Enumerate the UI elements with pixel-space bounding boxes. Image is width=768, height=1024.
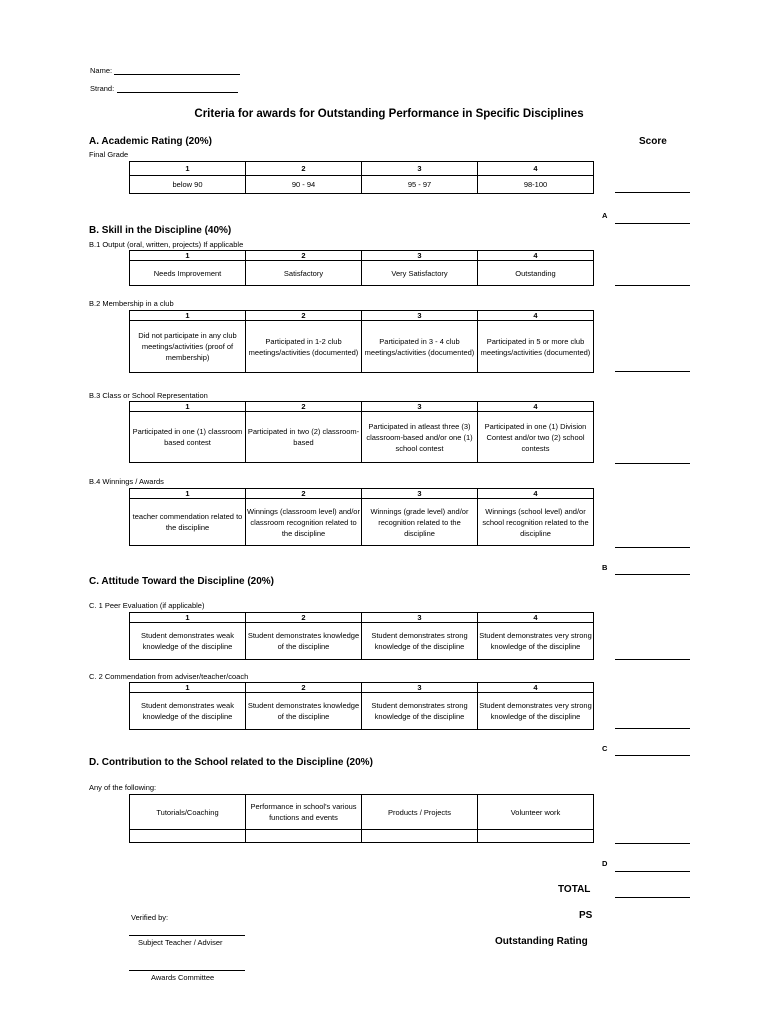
name-label: Name: (90, 66, 113, 75)
level-header: 2 (246, 402, 362, 412)
level-header: 1 (130, 613, 246, 623)
score-line-c1[interactable] (615, 659, 690, 660)
outstanding-rating-label: Outstanding Rating (495, 936, 588, 947)
criteria-cell: Did not participate in any club meetings/activities (proof of membership) (130, 321, 246, 373)
level-header: 3 (362, 683, 478, 693)
score-line-b3[interactable] (615, 463, 690, 464)
table-b3 (129, 401, 594, 463)
score-letter-a: A (602, 211, 608, 220)
table-b4 (129, 488, 594, 546)
score-line-c[interactable] (615, 755, 690, 756)
blank-cell[interactable] (362, 830, 478, 843)
level-header: 2 (246, 162, 362, 176)
level-header: 2 (246, 251, 362, 261)
criteria-cell: teacher commendation related to the discipline (130, 499, 246, 546)
level-header: 1 (130, 489, 246, 499)
level-header: 3 (362, 489, 478, 499)
criteria-cell: Satisfactory (246, 261, 362, 286)
criteria-cell: 95 - 97 (362, 176, 478, 194)
score-line-d-items[interactable] (615, 843, 690, 844)
score-letter-d: D (602, 859, 608, 868)
criteria-cell: Student demonstrates weak knowledge of the discipline (130, 693, 246, 730)
section-a-sub: Final Grade (89, 150, 129, 159)
ps-label: PS (579, 910, 593, 921)
adviser-label: Subject Teacher / Adviser (138, 938, 223, 947)
c2-label: C. 2 Commendation from adviser/teacher/coach (89, 672, 249, 681)
level-header: 1 (130, 251, 246, 261)
level-header: 1 (130, 683, 246, 693)
criteria-cell: Student demonstrates strong knowledge of the discipline (362, 693, 478, 730)
criteria-cell: Outstanding (478, 261, 594, 286)
section-a-title: A. Academic Rating (20%) (89, 136, 212, 147)
table-b2 (129, 310, 594, 373)
total-label: TOTAL (558, 884, 591, 895)
criteria-cell: Winnings (grade level) and/or recognition related to the discipline (362, 499, 478, 546)
level-header: 4 (478, 613, 594, 623)
criteria-cell: 90 - 94 (246, 176, 362, 194)
blank-cell[interactable] (478, 830, 594, 843)
section-d-title: D. Contribution to the School related to the Discipline (20%) (89, 757, 373, 768)
score-line-a[interactable] (615, 223, 690, 224)
page-title: Criteria for awards for Outstanding Performance in Specific Disciplines (194, 108, 584, 120)
criteria-cell: Performance in school's various functions and events (246, 795, 362, 830)
level-header: 4 (478, 311, 594, 321)
c1-label: C. 1 Peer Evaluation (if applicable) (89, 601, 205, 610)
level-header: 3 (362, 162, 478, 176)
score-line-b[interactable] (615, 574, 690, 575)
table-b1 (129, 250, 594, 286)
level-header: 3 (362, 402, 478, 412)
criteria-cell: Participated in atleast three (3) classroom-based and/or one (1) school contest (362, 412, 478, 463)
level-header: 4 (478, 489, 594, 499)
strand-field[interactable] (117, 92, 238, 93)
blank-cell[interactable] (246, 830, 362, 843)
criteria-cell: Tutorials/Coaching (130, 795, 246, 830)
table-c1 (129, 612, 594, 660)
table-d (129, 794, 594, 843)
score-line-c2[interactable] (615, 728, 690, 729)
level-header: 4 (478, 683, 594, 693)
criteria-cell: Volunteer work (478, 795, 594, 830)
score-letter-c: C (602, 744, 608, 753)
level-header: 3 (362, 251, 478, 261)
criteria-cell: Very Satisfactory (362, 261, 478, 286)
b2-label: B.2 Membership in a club (89, 299, 174, 308)
b3-label: B.3 Class or School Representation (89, 391, 208, 400)
level-header: 4 (478, 402, 594, 412)
score-line-d[interactable] (615, 871, 690, 872)
blank-cell[interactable] (130, 830, 246, 843)
criteria-cell: Winnings (school level) and/or school recognition related to the discipline (478, 499, 594, 546)
criteria-cell: Participated in 1-2 club meetings/activities (documented) (246, 321, 362, 373)
score-letter-b: B (602, 563, 608, 572)
b4-label: B.4 Winnings / Awards (89, 477, 164, 486)
criteria-cell: Products / Projects (362, 795, 478, 830)
criteria-cell: Participated in one (1) Division Contest and/or two (2) school contests (478, 412, 594, 463)
section-c-title: C. Attitude Toward the Discipline (20%) (89, 576, 275, 587)
criteria-cell: Student demonstrates knowledge of the discipline (246, 693, 362, 730)
section-b-title: B. Skill in the Discipline (40%) (89, 225, 232, 236)
name-field[interactable] (114, 74, 240, 75)
criteria-cell: Student demonstrates very strong knowledge of the discipline (478, 693, 594, 730)
criteria-cell: Participated in 3 - 4 club meetings/activities (documented) (362, 321, 478, 373)
criteria-cell: Participated in two (2) classroom-based (246, 412, 362, 463)
criteria-cell: Student demonstrates very strong knowledge of the discipline (478, 623, 594, 660)
level-header: 2 (246, 683, 362, 693)
table-a (129, 161, 594, 194)
total-field[interactable] (615, 897, 690, 898)
table-c2 (129, 682, 594, 730)
criteria-cell: Participated in 5 or more club meetings/activities (documented) (478, 321, 594, 373)
b1-label: B.1 Output (oral, written, projects) If applicable (89, 240, 244, 249)
score-heading: Score (639, 136, 667, 147)
level-header: 3 (362, 311, 478, 321)
criteria-cell: Participated in one (1) classroom based contest (130, 412, 246, 463)
level-header: 4 (478, 162, 594, 176)
level-header: 1 (130, 311, 246, 321)
criteria-cell: 98-100 (478, 176, 594, 194)
level-header: 2 (246, 311, 362, 321)
section-d-sub: Any of the following: (89, 783, 157, 792)
score-line-b2[interactable] (615, 371, 690, 372)
score-line-a-grade[interactable] (615, 192, 690, 193)
strand-label: Strand: (90, 84, 115, 93)
score-line-b1[interactable] (615, 285, 690, 286)
adviser-signature-line[interactable] (129, 935, 245, 936)
criteria-cell: Needs Improvement (130, 261, 246, 286)
committee-label: Awards Committee (151, 973, 215, 982)
level-header: 3 (362, 613, 478, 623)
criteria-cell: Student demonstrates weak knowledge of the discipline (130, 623, 246, 660)
criteria-cell: Student demonstrates knowledge of the discipline (246, 623, 362, 660)
criteria-cell: Student demonstrates strong knowledge of the discipline (362, 623, 478, 660)
level-header: 4 (478, 251, 594, 261)
level-header: 2 (246, 613, 362, 623)
level-header: 1 (130, 162, 246, 176)
verified-by-label: Verified by: (131, 913, 169, 922)
level-header: 1 (130, 402, 246, 412)
level-header: 2 (246, 489, 362, 499)
criteria-cell: Winnings (classroom level) and/or classroom recognition related to the discipline (246, 499, 362, 546)
score-line-b4[interactable] (615, 547, 690, 548)
criteria-cell: below 90 (130, 176, 246, 194)
committee-signature-line[interactable] (129, 970, 245, 971)
